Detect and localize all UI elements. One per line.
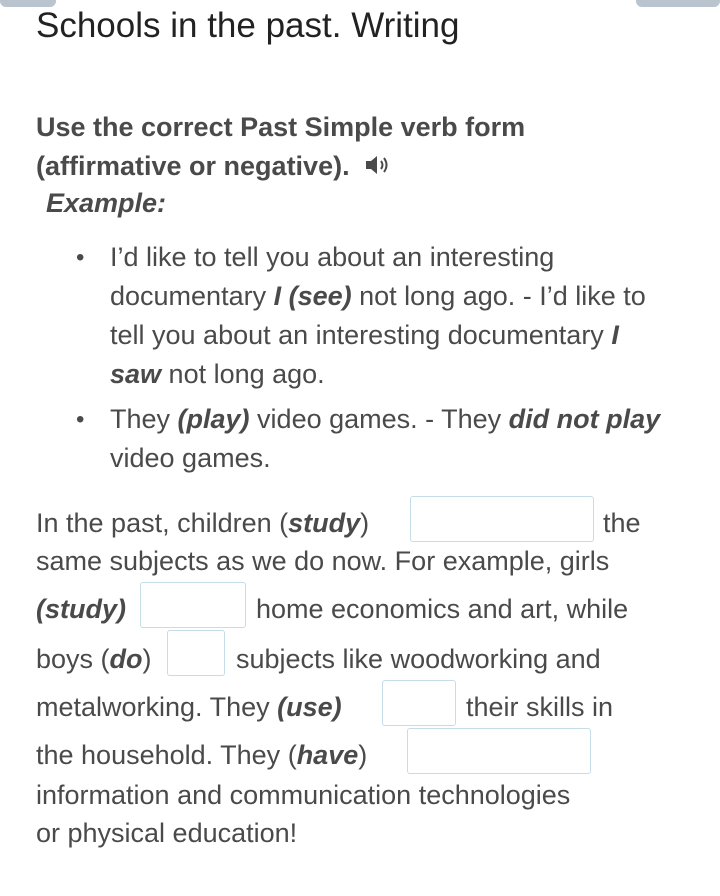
exercise-text-part: the household. They ( [36,740,297,770]
list-item [0,238,690,394]
top-tab-right [636,0,720,7]
exercise-line [36,692,342,723]
exercise-text-part: ) [360,508,370,538]
answer-input-1[interactable] [410,496,594,542]
exercise-text-part: ) [358,740,368,770]
exercise-line: same subjects as we do now. For example, girls [36,546,610,576]
exercise-verb: have [296,740,359,770]
page-title: Schools in the past. Writing [36,6,460,45]
answer-input-2[interactable] [140,582,246,628]
example-answer: did not play [508,404,661,434]
exercise-verb: study [288,508,361,538]
exercise-line [603,508,641,539]
exercise-text-part: ) [142,644,152,674]
exercise-line: subjects like woodworking and [236,644,601,674]
speaker-icon[interactable] [363,149,393,188]
example-label: Example: [46,188,167,218]
exercise-text-part: In the past, children ( [36,508,289,538]
example-text: not long ago. [161,359,325,389]
exercise-text-part: the [603,508,641,538]
example-text: video games. - They [249,404,509,434]
instruction-line-2-text: (affirmative or negative). [36,151,350,181]
exercise-verb: (study) [36,594,126,624]
example-text: They [110,404,178,434]
list-item [0,400,690,478]
answer-input-4[interactable] [382,680,456,726]
exercise-line: information and communication technologies [36,780,571,810]
example-text: I’d like to tell you about an interesting documentary [110,242,555,311]
exercise-line: their skills in [466,692,614,722]
example-verb: (play) [177,404,250,434]
exercise-text-part: boys ( [36,644,110,674]
example-text: not long ago. - I’d like to tell you about an interesting documentary [110,281,646,350]
instruction-line-1: Use the correct Past Simple verb form [36,112,526,142]
exercise-line: home economics and art, while [256,594,629,624]
exercise-line: or physical education! [36,818,298,848]
exercise-line [36,508,369,539]
exercise-verb: do [109,644,143,674]
exercise-line [36,740,367,771]
bullet-icon: • [76,244,85,271]
example-text: video games. [110,443,271,473]
examples-list [0,238,690,484]
answer-input-5[interactable] [407,728,591,774]
exercise-text-part: metalworking. They [36,692,278,722]
exercise-line [36,644,152,675]
answer-input-3[interactable] [167,630,225,676]
exercise-verb: (use) [277,692,342,722]
exercise-line [36,594,126,625]
instruction-line-2 [36,147,676,188]
example-verb: I (see) [273,281,352,311]
instruction [36,108,676,188]
example-answer: I saw [110,320,619,389]
bullet-icon: • [76,406,85,433]
